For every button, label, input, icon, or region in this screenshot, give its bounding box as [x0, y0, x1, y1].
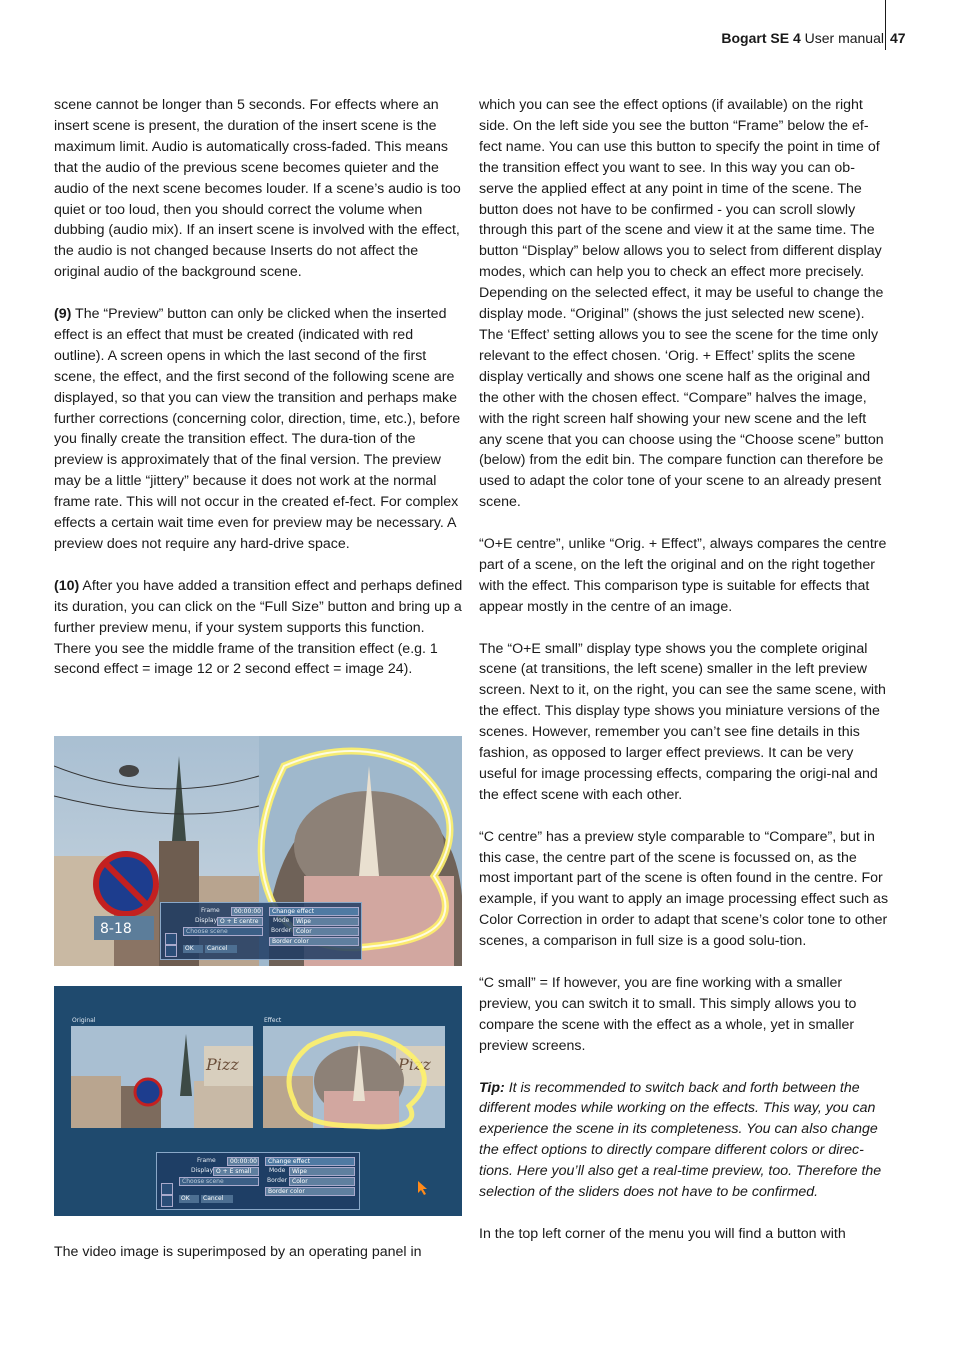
shop-sign-original: Pizz — [206, 1055, 239, 1074]
border-label: Border — [271, 927, 292, 934]
effect-options-panel — [160, 902, 362, 960]
mode-label: Mode — [273, 917, 290, 924]
effect-label: Effect — [264, 1017, 282, 1024]
step-number-10: (10) — [54, 577, 80, 594]
ok-button[interactable]: OK — [183, 945, 203, 953]
product-name: Bogart SE 4 — [721, 30, 801, 46]
right-paragraph-4: “C centre” has a preview style comparable to “Compare”, but in this case, the centre part of the scene is focussed on, as the most important part of the scene is often found in the centre. For example, if you want to apply an image processing effect such as Color Correction in order to adapt that scene’s color tone to other scenes, a comparison in full size is a good solu-tion. — [479, 828, 889, 950]
panel-icon-top[interactable] — [165, 933, 177, 945]
small-preview-screenshot — [54, 986, 462, 1216]
panel-icon-bottom[interactable] — [161, 1195, 173, 1207]
page-number: 47 — [890, 30, 906, 46]
effect-options-panel-small — [156, 1152, 360, 1210]
frame-label: Frame — [197, 1157, 216, 1164]
header-suffix: User manual — [800, 30, 884, 46]
display-select[interactable]: O + E small — [213, 1167, 259, 1176]
right-paragraph-3: The “O+E small” display type shows you the complete original scene (at transitions, the left scene) smaller in the left preview screen. Next to it, on the right, you can see the same scene, with the effect. This display type shows you miniature versions of the scenes. However, remember you can’t see fine details in this fashion, as opposed to larger effect previews. It can be very useful for image processing effects, comparing the origi-nal and the effect scene with each other. — [479, 640, 886, 803]
frame-field[interactable]: 00:00:00 — [231, 907, 263, 916]
mouse-cursor-icon — [418, 1181, 427, 1195]
choose-scene-button[interactable]: Choose scene — [179, 1177, 259, 1186]
right-paragraph-5: “C small” = If however, you are fine working with a smaller preview, you can switch it to small. This simply allows you to compare the scene with the effect as a whole, yet in smaller preview screens. — [479, 975, 857, 1054]
cancel-button[interactable]: Cancel — [201, 1195, 233, 1203]
original-label: Original — [72, 1017, 96, 1024]
border-color-button[interactable]: Border color — [265, 1187, 355, 1196]
change-effect-button[interactable]: Change effect — [265, 1157, 355, 1166]
right-paragraph-1: which you can see the effect options (if available) on the right side. On the left side you see the button “Frame” below the ef-fect name. You can use this button to specify the point in time of the transition effect you want to see. In this way you can ob-serve the applied effect at any point in time of the scene. The button does not have to be confirmed - you can scroll slowly through this part of the scene and view it at the same time. The button “Display” below allows you to select from different display modes, which can help you to check an effect more precisely. Depending on the selected effect, it may be useful to change the display mode. “Original” (shows the just selected new scene). The ‘Effect’ setting allows you to see the scene for the time only relevant to the effect chosen. ‘Orig. + Effect’ splits the scene display vertically and shows one scene half as the original and the other with the chosen effect. “Compare” halves the image, with the right screen half showing your new scene and the left any scene that you can choose using the “Choose scene” button (below) from the edit bin. The compare function can therefore be used to adapt the color tone of your scene to an already present scene. — [479, 97, 884, 511]
mode-select[interactable]: Wipe — [293, 917, 359, 926]
left-paragraph-2: (9) The “Preview” button can only be clicked when the inserted effect is an effect that must be created (indicated with red outline). A screen opens in which the last second of the first scene, the effect, and the first second of the following scene are displayed, so that you can view the transition and perhaps make further corrections (concerning color, direction, time, etc.), before you finally create the transition effect. The dura-tion of the preview is approximately that of the final version. The preview may be a little “jittery” because it does not work at the normal frame rate. This will not occur in the created ef-fect. For complex effects a certain wait time even for preview may be necessary. A preview does not require any hard-drive space. — [54, 306, 461, 553]
border-select[interactable]: Color — [289, 1177, 355, 1186]
right-paragraph-6: In the top left corner of the menu you will find a button with — [479, 1225, 846, 1242]
original-thumbnail — [71, 1026, 253, 1128]
left-paragraph-4: The video image is superimposed by an operating panel in — [54, 1244, 422, 1260]
border-color-button[interactable]: Border color — [269, 937, 359, 946]
left-column — [54, 95, 464, 701]
mode-label: Mode — [269, 1167, 286, 1174]
border-select[interactable]: Color — [293, 927, 359, 936]
change-effect-button[interactable]: Change effect — [269, 907, 359, 916]
shop-sign-effect: Pizz — [398, 1055, 431, 1074]
left-column-bottom — [54, 1242, 464, 1263]
choose-scene-button[interactable]: Choose scene — [183, 927, 263, 936]
frame-label: Frame — [201, 907, 220, 914]
street-sign-text: 8-18 — [100, 921, 132, 937]
right-column — [479, 95, 889, 1245]
left-paragraph-3: (10) After you have added a transition effect and perhaps defined its duration, you can click on the “Full Size” button and bring up a further preview menu, if your system supports this function. There you see the middle frame of the transition effect (e.g. 1 second effect = image 12 or 2 second effect = image 24). — [54, 577, 463, 678]
effect-thumbnail — [263, 1026, 445, 1128]
page-header — [721, 30, 884, 46]
frame-field[interactable]: 00:00:00 — [227, 1157, 259, 1166]
left-paragraph-1: scene cannot be longer than 5 seconds. For effects where an insert scene is present, the duration of the insert scene is the maximum limit. Audio is automatically cross-faded. This means that the audio of the previous scene becomes quieter and the audio of the next scene becomes louder. If a scene’s audio is too quiet or too loud, then you should correct the volume when dubbing (audio mix). If an insert scene is involved with the effect, the audio is not changed because Inserts do not affect the original audio of the background scene. — [54, 97, 461, 281]
border-label: Border — [267, 1177, 288, 1184]
cancel-button[interactable]: Cancel — [205, 945, 237, 953]
tip-label: Tip: — [479, 1079, 505, 1096]
tip-paragraph: Tip: It is recommended to switch back and forth between the different modes while working on the effects. This way, you can experience the scene in its completeness. You can also change the effect options to directly compare different colors or direc-tions. Here you’ll also get a real-time preview, too. Therefore the selection of the sliders does not have to be confirmed. — [479, 1079, 882, 1201]
ok-button[interactable]: OK — [179, 1195, 199, 1203]
header-divider — [885, 0, 886, 50]
panel-icon-top[interactable] — [161, 1183, 173, 1195]
display-label: Display — [195, 917, 218, 924]
display-label: Display — [191, 1167, 214, 1174]
step-number-9: (9) — [54, 306, 72, 323]
panel-icon-bottom[interactable] — [165, 945, 177, 957]
fullsize-preview-screenshot — [54, 736, 462, 966]
right-paragraph-2: “O+E centre”, unlike “Orig. + Effect”, always compares the centre part of a scene, on the left the original and on the right together with the effect. This comparison type is suitable for effects that appear mostly in the centre of an image. — [479, 536, 887, 615]
mode-select[interactable]: Wipe — [289, 1167, 355, 1176]
display-select[interactable]: O + E centre — [217, 917, 263, 926]
